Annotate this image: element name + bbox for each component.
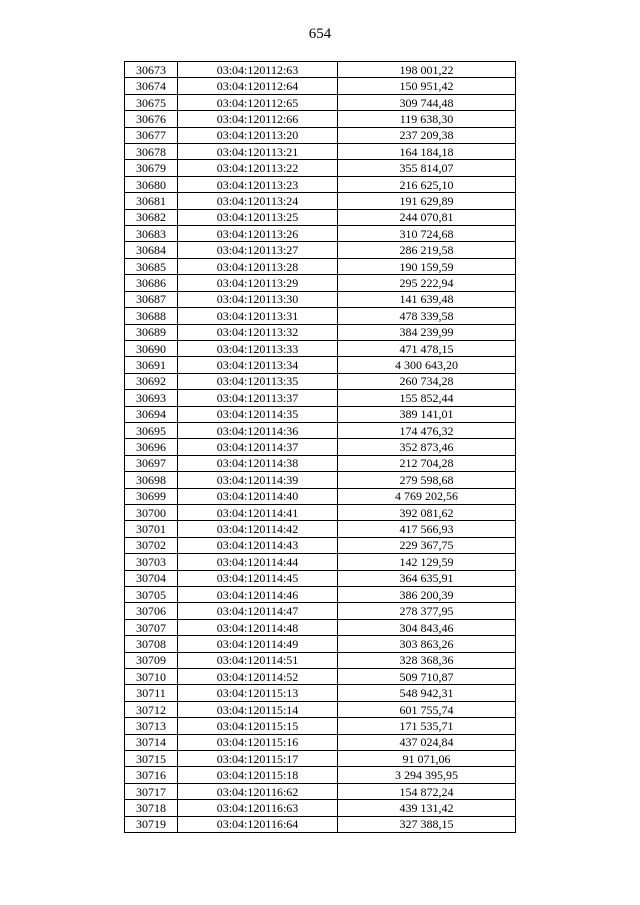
cadastral-value-cell: 244 070,81 <box>338 209 516 225</box>
table-row <box>125 324 516 340</box>
table-row <box>125 455 516 471</box>
table-row <box>125 373 516 389</box>
cadastral-value-cell: 310 724,68 <box>338 226 516 242</box>
table-row <box>125 570 516 586</box>
table-row <box>125 619 516 635</box>
cadastral-value-cell: 417 566,93 <box>338 521 516 537</box>
cadastral-number-cell: 03:04:120113:22 <box>178 160 338 176</box>
table-row <box>125 226 516 242</box>
cadastral-number-cell: 03:04:120113:32 <box>178 324 338 340</box>
row-number-cell: 30698 <box>125 472 178 488</box>
cadastral-value-cell: 471 478,15 <box>338 340 516 356</box>
cadastral-value-cell: 478 339,58 <box>338 308 516 324</box>
cadastral-number-cell: 03:04:120114:36 <box>178 422 338 438</box>
cadastral-number-cell: 03:04:120114:47 <box>178 603 338 619</box>
cadastral-number-cell: 03:04:120112:65 <box>178 94 338 110</box>
cadastral-number-cell: 03:04:120114:48 <box>178 619 338 635</box>
table-row <box>125 751 516 767</box>
cadastral-number-cell: 03:04:120114:45 <box>178 570 338 586</box>
table-row <box>125 62 516 78</box>
cadastral-number-cell: 03:04:120113:20 <box>178 127 338 143</box>
cadastral-number-cell: 03:04:120114:44 <box>178 554 338 570</box>
cadastral-value-cell: 384 239,99 <box>338 324 516 340</box>
row-number-cell: 30718 <box>125 800 178 816</box>
cadastral-value-cell: 141 639,48 <box>338 291 516 307</box>
row-number-cell: 30683 <box>125 226 178 242</box>
cadastral-number-cell: 03:04:120115:15 <box>178 718 338 734</box>
cadastral-value-cell: 327 388,15 <box>338 816 516 832</box>
cadastral-value-cell: 4 300 643,20 <box>338 357 516 373</box>
cadastral-number-cell: 03:04:120113:33 <box>178 340 338 356</box>
row-number-cell: 30697 <box>125 455 178 471</box>
cadastral-number-cell: 03:04:120113:27 <box>178 242 338 258</box>
cadastral-number-cell: 03:04:120114:51 <box>178 652 338 668</box>
table-row <box>125 209 516 225</box>
cadastral-value-cell: 191 629,89 <box>338 193 516 209</box>
cadastral-number-cell: 03:04:120114:35 <box>178 406 338 422</box>
row-number-cell: 30682 <box>125 209 178 225</box>
cadastral-value-cell: 386 200,39 <box>338 587 516 603</box>
table-row <box>125 78 516 94</box>
row-number-cell: 30691 <box>125 357 178 373</box>
table-row <box>125 406 516 422</box>
table-row <box>125 816 516 832</box>
row-number-cell: 30714 <box>125 734 178 750</box>
row-number-cell: 30692 <box>125 373 178 389</box>
row-number-cell: 30675 <box>125 94 178 110</box>
cadastral-value-cell: 304 843,46 <box>338 619 516 635</box>
cadastral-value-cell: 437 024,84 <box>338 734 516 750</box>
table-row <box>125 357 516 373</box>
table-row <box>125 652 516 668</box>
row-number-cell: 30681 <box>125 193 178 209</box>
table-row <box>125 554 516 570</box>
cadastral-value-cell: 352 873,46 <box>338 439 516 455</box>
row-number-cell: 30706 <box>125 603 178 619</box>
row-number-cell: 30684 <box>125 242 178 258</box>
row-number-cell: 30703 <box>125 554 178 570</box>
cadastral-number-cell: 03:04:120115:18 <box>178 767 338 783</box>
table-row <box>125 160 516 176</box>
table-row <box>125 734 516 750</box>
row-number-cell: 30701 <box>125 521 178 537</box>
table-row <box>125 767 516 783</box>
cadastral-value-cell: 155 852,44 <box>338 390 516 406</box>
cadastral-value-cell: 198 001,22 <box>338 62 516 78</box>
cadastral-number-cell: 03:04:120113:37 <box>178 390 338 406</box>
cadastral-value-cell: 229 367,75 <box>338 537 516 553</box>
cadastral-number-cell: 03:04:120114:39 <box>178 472 338 488</box>
table-row <box>125 504 516 520</box>
cadastral-number-cell: 03:04:120114:52 <box>178 669 338 685</box>
cadastral-number-cell: 03:04:120114:46 <box>178 587 338 603</box>
table-row <box>125 439 516 455</box>
cadastral-number-cell: 03:04:120113:26 <box>178 226 338 242</box>
table-row <box>125 390 516 406</box>
table-row <box>125 127 516 143</box>
row-number-cell: 30687 <box>125 291 178 307</box>
row-number-cell: 30695 <box>125 422 178 438</box>
row-number-cell: 30688 <box>125 308 178 324</box>
row-number-cell: 30690 <box>125 340 178 356</box>
table-row <box>125 94 516 110</box>
cadastral-number-cell: 03:04:120113:35 <box>178 373 338 389</box>
row-number-cell: 30707 <box>125 619 178 635</box>
cadastral-number-cell: 03:04:120113:23 <box>178 176 338 192</box>
row-number-cell: 30689 <box>125 324 178 340</box>
table-row <box>125 701 516 717</box>
row-number-cell: 30705 <box>125 587 178 603</box>
cadastral-number-cell: 03:04:120112:66 <box>178 111 338 127</box>
cadastral-number-cell: 03:04:120114:40 <box>178 488 338 504</box>
row-number-cell: 30717 <box>125 783 178 799</box>
cadastral-number-cell: 03:04:120114:49 <box>178 636 338 652</box>
row-number-cell: 30678 <box>125 144 178 160</box>
cadastral-number-cell: 03:04:120116:64 <box>178 816 338 832</box>
cadastral-value-cell: 439 131,42 <box>338 800 516 816</box>
row-number-cell: 30677 <box>125 127 178 143</box>
table-row <box>125 636 516 652</box>
cadastral-value-cell: 260 734,28 <box>338 373 516 389</box>
cadastral-value-table <box>124 61 516 833</box>
table-row <box>125 718 516 734</box>
cadastral-value-cell: 4 769 202,56 <box>338 488 516 504</box>
cadastral-number-cell: 03:04:120116:62 <box>178 783 338 799</box>
cadastral-value-cell: 279 598,68 <box>338 472 516 488</box>
cadastral-number-cell: 03:04:120114:43 <box>178 537 338 553</box>
row-number-cell: 30709 <box>125 652 178 668</box>
table-body <box>125 62 516 833</box>
cadastral-value-cell: 237 209,38 <box>338 127 516 143</box>
cadastral-value-cell: 295 222,94 <box>338 275 516 291</box>
row-number-cell: 30708 <box>125 636 178 652</box>
cadastral-number-cell: 03:04:120114:41 <box>178 504 338 520</box>
cadastral-value-cell: 154 872,24 <box>338 783 516 799</box>
cadastral-value-cell: 171 535,71 <box>338 718 516 734</box>
table-row <box>125 308 516 324</box>
cadastral-value-cell: 286 219,58 <box>338 242 516 258</box>
cadastral-number-cell: 03:04:120114:37 <box>178 439 338 455</box>
row-number-cell: 30702 <box>125 537 178 553</box>
row-number-cell: 30685 <box>125 258 178 274</box>
cadastral-number-cell: 03:04:120113:34 <box>178 357 338 373</box>
cadastral-number-cell: 03:04:120113:29 <box>178 275 338 291</box>
table-row <box>125 193 516 209</box>
cadastral-number-cell: 03:04:120113:31 <box>178 308 338 324</box>
cadastral-value-cell: 190 159,59 <box>338 258 516 274</box>
table-row <box>125 537 516 553</box>
table-row <box>125 669 516 685</box>
cadastral-value-cell: 119 638,30 <box>338 111 516 127</box>
cadastral-number-cell: 03:04:120115:17 <box>178 751 338 767</box>
table-row <box>125 275 516 291</box>
row-number-cell: 30680 <box>125 176 178 192</box>
table-row <box>125 800 516 816</box>
row-number-cell: 30679 <box>125 160 178 176</box>
row-number-cell: 30694 <box>125 406 178 422</box>
cadastral-number-cell: 03:04:120115:14 <box>178 701 338 717</box>
cadastral-value-cell: 91 071,06 <box>338 751 516 767</box>
row-number-cell: 30716 <box>125 767 178 783</box>
table-row <box>125 521 516 537</box>
cadastral-number-cell: 03:04:120112:63 <box>178 62 338 78</box>
table-row <box>125 242 516 258</box>
cadastral-number-cell: 03:04:120113:21 <box>178 144 338 160</box>
cadastral-number-cell: 03:04:120113:30 <box>178 291 338 307</box>
table-row <box>125 422 516 438</box>
row-number-cell: 30711 <box>125 685 178 701</box>
table-row <box>125 111 516 127</box>
table-row <box>125 587 516 603</box>
row-number-cell: 30712 <box>125 701 178 717</box>
cadastral-value-cell: 216 625,10 <box>338 176 516 192</box>
cadastral-number-cell: 03:04:120115:16 <box>178 734 338 750</box>
table-row <box>125 472 516 488</box>
cadastral-value-cell: 309 744,48 <box>338 94 516 110</box>
table-row <box>125 176 516 192</box>
cadastral-value-cell: 150 951,42 <box>338 78 516 94</box>
cadastral-value-cell: 364 635,91 <box>338 570 516 586</box>
cadastral-value-cell: 142 129,59 <box>338 554 516 570</box>
cadastral-value-cell: 303 863,26 <box>338 636 516 652</box>
cadastral-value-cell: 601 755,74 <box>338 701 516 717</box>
row-number-cell: 30674 <box>125 78 178 94</box>
cadastral-number-cell: 03:04:120116:63 <box>178 800 338 816</box>
page-number: 654 <box>308 26 332 42</box>
cadastral-value-cell: 164 184,18 <box>338 144 516 160</box>
cadastral-value-cell: 392 081,62 <box>338 504 516 520</box>
cadastral-value-cell: 328 368,36 <box>338 652 516 668</box>
row-number-cell: 30700 <box>125 504 178 520</box>
cadastral-number-cell: 03:04:120114:42 <box>178 521 338 537</box>
row-number-cell: 30699 <box>125 488 178 504</box>
cadastral-value-cell: 389 141,01 <box>338 406 516 422</box>
cadastral-value-cell: 3 294 395,95 <box>338 767 516 783</box>
cadastral-number-cell: 03:04:120115:13 <box>178 685 338 701</box>
cadastral-value-cell: 355 814,07 <box>338 160 516 176</box>
cadastral-value-cell: 548 942,31 <box>338 685 516 701</box>
table-row <box>125 291 516 307</box>
cadastral-number-cell: 03:04:120113:24 <box>178 193 338 209</box>
row-number-cell: 30696 <box>125 439 178 455</box>
row-number-cell: 30710 <box>125 669 178 685</box>
cadastral-number-cell: 03:04:120114:38 <box>178 455 338 471</box>
table-row <box>125 685 516 701</box>
cadastral-number-cell: 03:04:120113:25 <box>178 209 338 225</box>
table-row <box>125 144 516 160</box>
table-row <box>125 488 516 504</box>
cadastral-value-cell: 509 710,87 <box>338 669 516 685</box>
cadastral-value-cell: 212 704,28 <box>338 455 516 471</box>
table-row <box>125 258 516 274</box>
row-number-cell: 30704 <box>125 570 178 586</box>
row-number-cell: 30713 <box>125 718 178 734</box>
row-number-cell: 30693 <box>125 390 178 406</box>
table-row <box>125 603 516 619</box>
cadastral-value-cell: 174 476,32 <box>338 422 516 438</box>
cadastral-number-cell: 03:04:120113:28 <box>178 258 338 274</box>
row-number-cell: 30719 <box>125 816 178 832</box>
row-number-cell: 30686 <box>125 275 178 291</box>
cadastral-number-cell: 03:04:120112:64 <box>178 78 338 94</box>
row-number-cell: 30673 <box>125 62 178 78</box>
row-number-cell: 30676 <box>125 111 178 127</box>
table-row <box>125 783 516 799</box>
cadastral-value-cell: 278 377,95 <box>338 603 516 619</box>
row-number-cell: 30715 <box>125 751 178 767</box>
table-row <box>125 340 516 356</box>
